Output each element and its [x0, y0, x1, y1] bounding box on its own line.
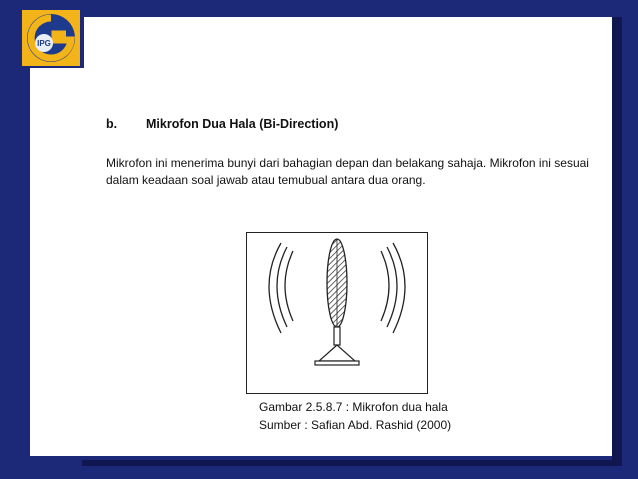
bidirectional-microphone-illustration [247, 233, 427, 393]
logo-text: IPG [37, 39, 51, 48]
logo-container [18, 8, 84, 68]
section-heading [106, 117, 338, 131]
right-sound-waves [381, 243, 405, 333]
caption-title: Gambar 2.5.8.7 : Mikrofon dua hala [259, 400, 448, 414]
microphone-stem [334, 327, 340, 345]
section-paragraph: Mikrofon ini menerima bunyi dari bahagian depan dan belakang sahaja. Mikrofon ini sesuai dalam keadaan soal jawab atau temubual antara dua orang. [106, 156, 589, 187]
microphone-base [319, 345, 355, 361]
section-number: b. [106, 117, 118, 131]
figure-frame [246, 232, 428, 394]
caption-source: Sumber : Safian Abd. Rashid (2000) [259, 418, 452, 432]
ipg-logo-icon [22, 10, 80, 66]
slide-shadow-right [612, 17, 622, 466]
slide-shadow-bottom [82, 460, 622, 466]
left-sound-waves [269, 243, 293, 333]
section-title: Mikrofon Dua Hala (Bi-Direction) [146, 117, 339, 131]
figure-caption [259, 398, 451, 434]
